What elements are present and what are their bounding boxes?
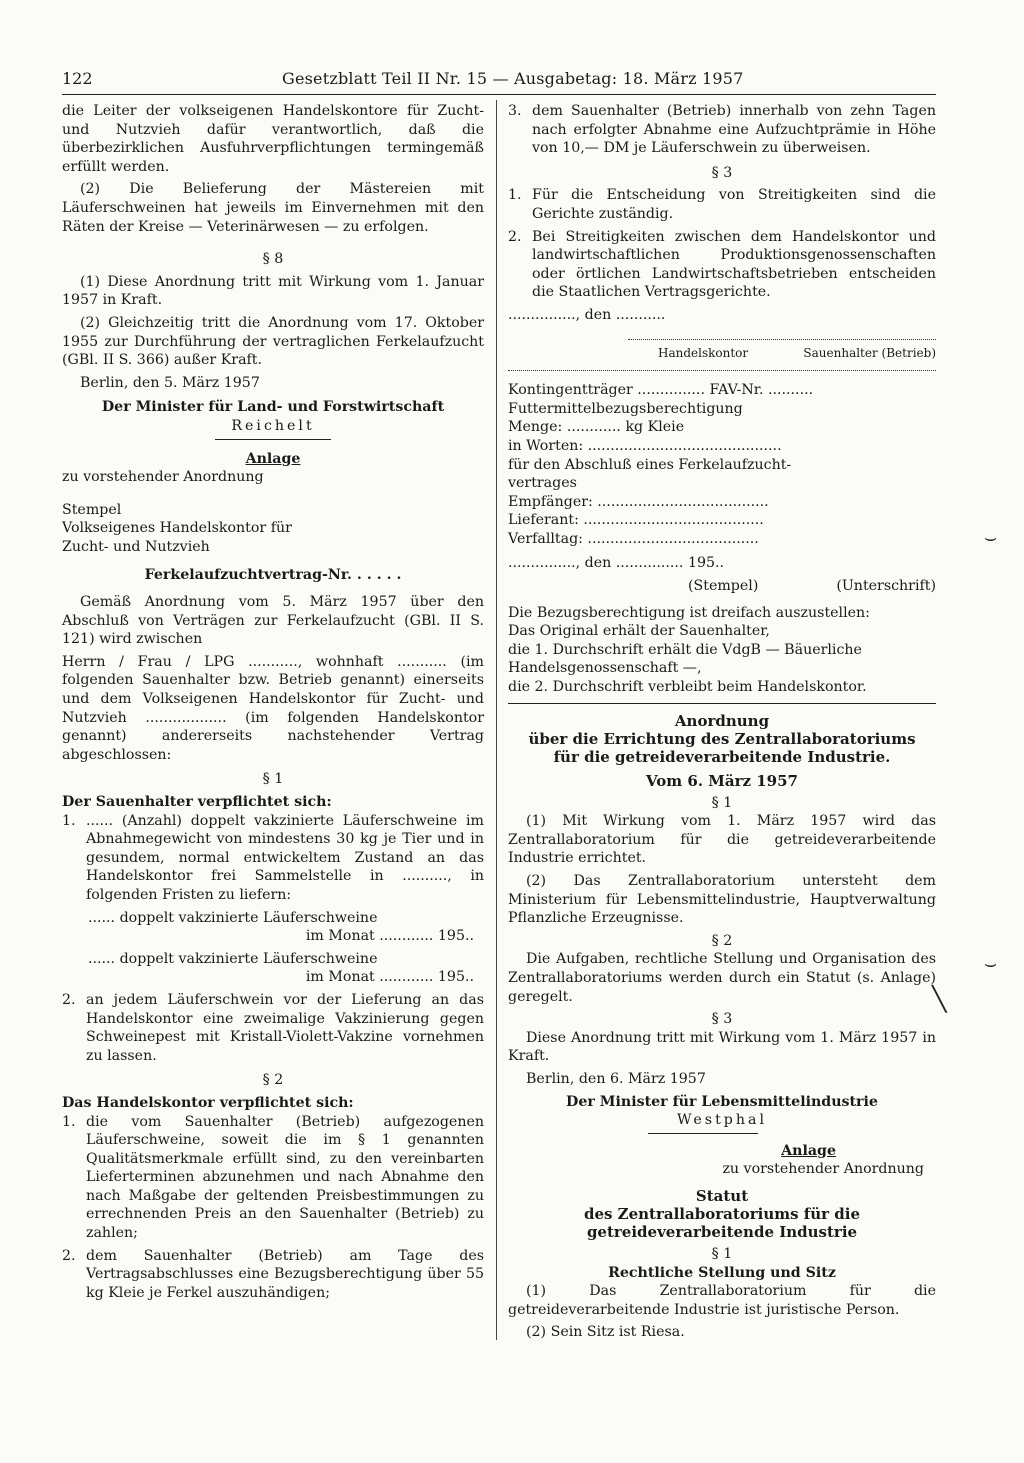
- signature-dotted-line: [628, 339, 936, 340]
- ordinance-anlage-subtitle: zu vorstehender Anordnung: [722, 1161, 924, 1178]
- separator: [215, 439, 331, 440]
- delivery-schedule-a: ...... doppelt vakzinierte Läuferschweine im Monat ............ 195..: [88, 909, 474, 945]
- ordinance-section-1-heading: § 1: [711, 794, 733, 811]
- page-number: 122: [62, 69, 93, 88]
- note-line-4: die 2. Durchschrift verbleibt beim Handelskontor.: [508, 679, 867, 696]
- statute-p2: (2) Sein Sitz ist Riesa.: [526, 1324, 685, 1341]
- margin-mark: ⌣: [984, 525, 998, 549]
- ordinance-title-2: über die Errichtung des Zentrallaboratoriums: [528, 729, 916, 748]
- ordinance-s1-p2: (2) Das Zentrallaboratorium untersteht dem Ministerium für Lebensmittelindustrie, Hauptverwaltung Pflanzliche Erzeugnisse.: [508, 873, 936, 927]
- separator: [648, 1133, 758, 1134]
- minister-title: Der Minister für Land- und Forstwirtschaft: [101, 399, 445, 416]
- form-line-5: für den Abschluß eines Ferkelaufzucht-: [508, 456, 792, 473]
- note-line-2: Das Original erhält der Sauenhalter,: [508, 623, 770, 640]
- ordinance-minister-name: Westphal: [676, 1112, 768, 1129]
- section-1-subheading: Der Sauenhalter verpflichtet sich:: [62, 794, 332, 810]
- delivery-schedule-b: ...... doppelt vakzinierte Läuferschweine im Monat ............ 195..: [88, 950, 474, 986]
- statute-section-1-subheading: Rechtliche Stellung und Sitz: [608, 1264, 836, 1281]
- list-item: 1. Für die Entscheidung von Streitigkeiten sind die Gerichte zuständig.: [508, 187, 936, 222]
- margin-mark: ⌣: [984, 951, 998, 975]
- ordinance-s3-p: Diese Anordnung tritt mit Wirkung vom 1. März 1957 in Kraft.: [508, 1029, 936, 1065]
- minister-name: Reichelt: [231, 417, 315, 434]
- page-header: [62, 60, 936, 95]
- note-line-1: Die Bezugsberechtigung ist dreifach auszustellen:: [508, 604, 870, 621]
- right-column: [508, 102, 936, 1346]
- note-line-3: die 1. Durchschrift erhält die VdgB — Bäuerliche Handelsgenossenschaft —,: [508, 641, 862, 677]
- section-rule: [508, 703, 936, 704]
- form-signature-labels: [508, 577, 936, 596]
- ordinance-title-1: Anordnung: [674, 711, 770, 730]
- paragraph-intro: die Leiter der volkseigenen Handelskontore für Zucht- und Nutzvieh dafür verantwortlich, daß die überbezirklichen Ausfuhrverpflichtungen termingemäß erfüllt werden.: [62, 103, 484, 175]
- form-line-4: in Worten: ...........................................: [508, 437, 782, 454]
- statute-section-1-heading: § 1: [711, 1245, 733, 1262]
- paragraph-2: (2) Die Belieferung der Mästereien mit Läuferschweinen hat jeweils im Einvernehmen mit den Räten der Kreise — Veterinärwesen — zu erfolgen.: [62, 181, 484, 235]
- form-stamp-label: (Stempel): [688, 578, 759, 595]
- contract-parties: Herrn / Frau / LPG ..........., wohnhaft ........... (im folgenden Sauenhalter bzw. Betrieb genannt) einerseits und dem Volkseigenen Handelskontor für Zucht- und Nutzvieh .................. (im folgenden Handelskontor genannt) andererseits nachstehender Vertrag abgeschlossen:: [62, 653, 484, 763]
- ordinance-section-3-heading: § 3: [711, 1011, 733, 1028]
- signature-label-handelskontor: Handelskontor: [658, 345, 749, 360]
- ordinance-title-3: für die getreideverarbeitende Industrie.: [553, 747, 891, 766]
- form-line-6: vertrages: [508, 475, 577, 492]
- ordinance-signing-date: Berlin, den 6. März 1957: [526, 1070, 706, 1087]
- section-2-subheading: Das Handelskontor verpflichtet sich:: [62, 1094, 354, 1111]
- signing-date: Berlin, den 5. März 1957: [80, 374, 260, 391]
- list-item: 2. dem Sauenhalter (Betrieb) am Tage des Vertragsabschlusses eine Bezugsberechtigung über 55 kg Kleie je Ferkel auszuhändigen;: [62, 1247, 484, 1301]
- anlage-heading: Anlage: [245, 450, 301, 467]
- form-date-line: ..............., den ............... 195..: [508, 555, 725, 572]
- ordinance-s2-p: Die Aufgaben, rechtliche Stellung und Organisation des Zentrallaboratoriums werden durch ein Statut (s. Anlage) geregelt.: [508, 951, 936, 1005]
- form-line-2: Futtermittelbezugsberechtigung: [508, 400, 743, 417]
- statute-p1: (1) Das Zentrallaboratorium für die getreideverarbeitende Industrie ist juristische Person.: [508, 1283, 936, 1318]
- ordinance-s1-p1: (1) Mit Wirkung vom 1. März 1957 wird das Zentrallaboratorium für die getreideverarbeitende Industrie errichtet.: [508, 813, 936, 867]
- list-item: 2. Bei Streitigkeiten zwischen dem Handelskontor und landwirtschaftlichen Produktionsgenossenschaften oder örtlichen Landwirtschaftsbetrieben entscheiden die Staatlichen Vertragsgerichte.: [508, 228, 936, 301]
- form-line-7: Empfänger: ......................................: [508, 493, 769, 510]
- section-8-p2: (2) Gleichzeitig tritt die Anordnung vom 17. Oktober 1955 zur Durchführung der vertraglichen Ferkelaufzucht (GBl. II S. 366) außer Kraft.: [62, 314, 484, 369]
- list-item: 1. ...... (Anzahl) doppelt vakzinierte Läuferschweine im Abnahmegewicht von mindestens 30 kg je Tier und in gesundem, normal entwickeltem Zustand an das Handelskontor frei Sammelstelle in .........., in folgenden Fristen zu liefern: ...... doppelt vakzinierte Läuferschweine im Monat ............ 195.. ...... doppelt vakzinierte Läuferschweine im Monat ............ 195..: [62, 812, 484, 986]
- left-column: [62, 102, 484, 1306]
- section-3-heading: § 3: [711, 164, 733, 181]
- margin-mark: ╲: [932, 985, 947, 1013]
- statute-title-1: Statut: [695, 1186, 749, 1205]
- stamp-line-1: Stempel: [62, 501, 122, 518]
- place-date-line: ..............., den ...........: [508, 306, 666, 323]
- statute-title-3: getreideverarbeitende Industrie: [586, 1222, 858, 1241]
- ordinance-date: Vom 6. März 1957: [646, 771, 798, 790]
- anlage-subtitle: zu vorstehender Anordnung: [62, 469, 264, 486]
- ordinance-anlage-heading: Anlage: [781, 1142, 836, 1159]
- form-sign-label: (Unterschrift): [836, 578, 936, 595]
- form-line-3: Menge: ............ kg Kleie: [508, 419, 685, 436]
- signature-label-sauenhalter: Sauenhalter (Betrieb): [803, 345, 936, 360]
- form-line-8: Lieferant: ........................................: [508, 512, 764, 529]
- ordinance-minister-title: Der Minister für Lebensmittelindustrie: [566, 1093, 878, 1110]
- gazette-title: Gesetzblatt Teil II Nr. 15 — Ausgabetag: 18. März 1957: [282, 69, 744, 88]
- section-2-heading: § 2: [262, 1072, 284, 1089]
- form-dotted-separator: [508, 370, 936, 371]
- section-8-p1: (1) Diese Anordnung tritt mit Wirkung vom 1. Januar 1957 in Kraft.: [62, 273, 484, 309]
- form-line-1: Kontingentträger ............... FAV-Nr. ..........: [508, 382, 814, 399]
- contract-title: Ferkelaufzuchtvertrag-Nr. . . . . .: [144, 567, 402, 584]
- contract-intro: Gemäß Anordnung vom 5. März 1957 über den Abschluß von Verträgen zur Ferkelaufzucht (GBl. II S. 121) wird zwischen: [62, 594, 484, 648]
- stamp-line-3: Zucht- und Nutzvieh: [62, 538, 210, 555]
- section-1-heading: § 1: [262, 771, 284, 788]
- signature-labels: [508, 344, 936, 363]
- column-divider: [496, 100, 497, 1340]
- ordinance-section-2-heading: § 2: [711, 932, 733, 949]
- statute-title-2: des Zentrallaboratoriums für die: [583, 1204, 861, 1223]
- section-8-heading: § 8: [262, 251, 284, 268]
- list-item: 2. an jedem Läuferschwein vor der Lieferung an das Handelskontor eine zweimalige Vakzinierung gegen Schweinepest mit Kristall-Violett-Vakzine vornehmen zu lassen.: [62, 991, 484, 1064]
- list-item: 1. die vom Sauenhalter (Betrieb) aufgezogenen Läuferschweine, soweit die im § 1 genannten Qualitätsmerkmale erfüllt sind, zu den vereinbarten Lieferterminen abzunehmen und nach Abnahme den nach Maßgabe der geltenden Preisbestimmungen zu errechnenden Preis an den Sauenhalter (Betrieb) zu zahlen;: [62, 1113, 484, 1242]
- form-line-9: Verfalltag: ......................................: [508, 530, 759, 547]
- list-item: 3. dem Sauenhalter (Betrieb) innerhalb von zehn Tagen nach erfolgter Abnahme eine Aufzuchtprämie in Höhe von 10,— DM je Läuferschwein zu überweisen.: [508, 103, 936, 157]
- stamp-line-2: Volkseigenes Handelskontor für: [62, 520, 292, 537]
